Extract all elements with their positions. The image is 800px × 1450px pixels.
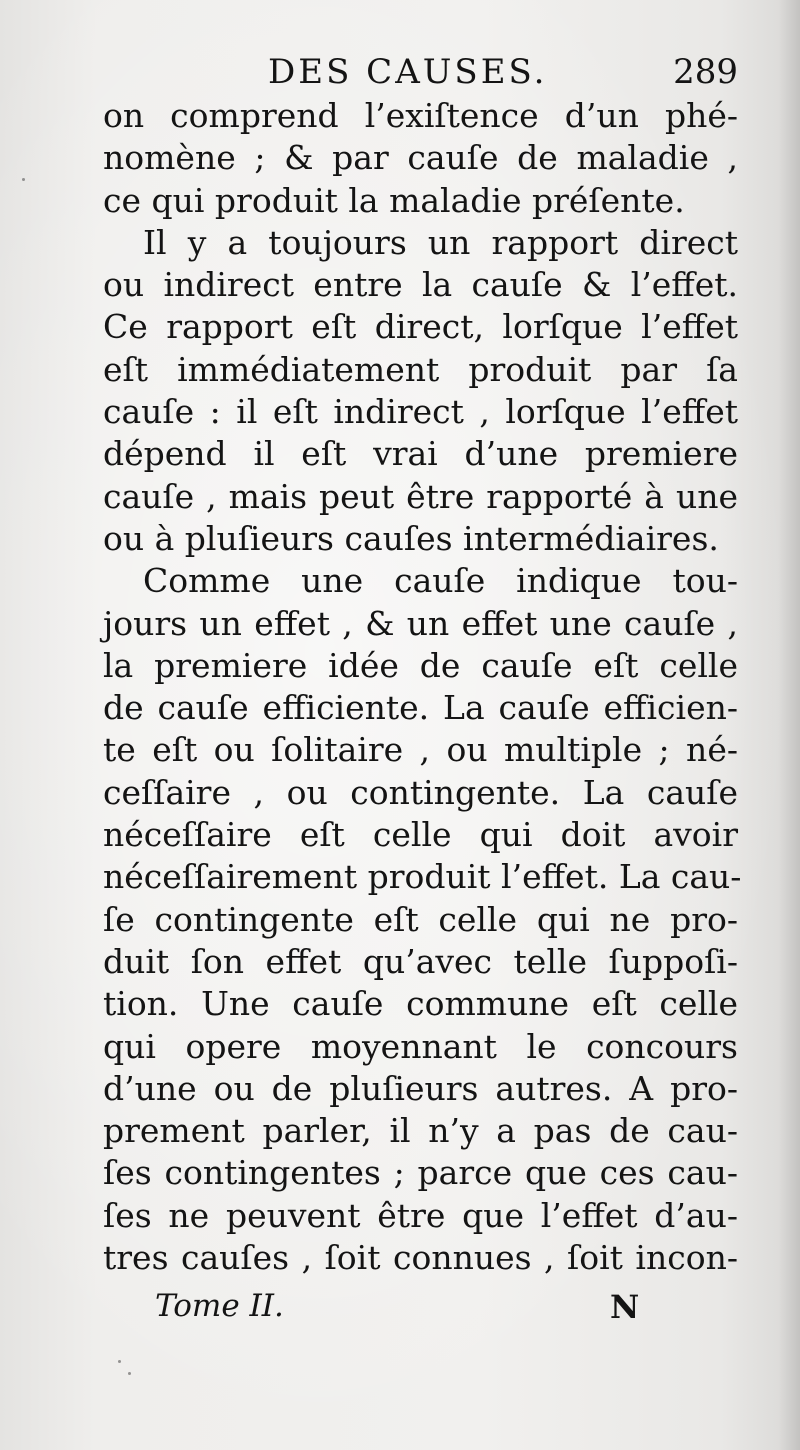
text-line: Comme une cauſe indique tou-: [143, 561, 738, 601]
text-line: ſes ne peuvent être que l’effet d’au-: [103, 1195, 738, 1235]
text-line: eſt immédiatement produit par ſa: [103, 349, 738, 389]
text-line: dépend il eſt vrai d’une premiere: [103, 434, 738, 474]
text-line: cauſe , mais peut être rapporté à une: [103, 476, 738, 516]
page-edge-shadow: [778, 0, 800, 1450]
text-line: te eſt ou ſolitaire , ou multiple ; né-: [103, 730, 738, 770]
text-line: jours un effet , & un effet une cauſe ,: [103, 603, 738, 643]
ink-speck: [22, 178, 25, 181]
text-line: tion. Une cauſe commune eſt celle: [103, 984, 738, 1024]
running-title: DES CAUSES.: [268, 52, 548, 92]
text-line: de cauſe efficiente. La cauſe efficien-: [103, 688, 738, 728]
text-line: ceſſaire , ou contingente. La cauſe: [103, 772, 738, 812]
ink-speck: [128, 1372, 131, 1375]
text-line: prement parler, il n’y a pas de cau-: [103, 1111, 738, 1151]
text-line: duit ſon effet qu’avec telle ſuppoſi-: [103, 941, 738, 981]
text-line: ſes contingentes ; parce que ces cau-: [103, 1153, 738, 1193]
text-line: on comprend l’exiſtence d’un phé-: [103, 96, 738, 135]
text-line: ce qui produit la maladie préſente.: [103, 180, 685, 220]
text-line: nomène ; & par cauſe de maladie ,: [103, 138, 738, 178]
signature-mark: N: [610, 1288, 640, 1326]
text-line: d’une ou de pluſieurs autres. A pro-: [103, 1068, 738, 1108]
page-footer: [100, 1288, 740, 1338]
running-head: [100, 52, 740, 96]
body-text: [103, 95, 742, 1279]
volume-signature: Tome II.: [155, 1288, 284, 1324]
text-line: Il y a toujours un rapport direct: [143, 222, 738, 262]
text-line: ſe contingente eſt celle qui ne pro-: [103, 899, 738, 939]
text-line: tres cauſes , ſoit connues , ſoit incon-: [103, 1238, 738, 1278]
text-line: Ce rapport eſt direct, lorſque l’effet: [103, 307, 738, 347]
text-line: cauſe : il eſt indirect , lorſque l’effet: [103, 392, 738, 432]
page-number: 289: [673, 52, 738, 92]
text-line: la premiere idée de cauſe eſt celle: [103, 645, 738, 685]
text-line: qui opere moyennant le concours: [103, 1026, 738, 1066]
text-line: néceſſaire eſt celle qui doit avoir: [103, 815, 738, 855]
text-line: ou indirect entre la cauſe & l’effet.: [103, 265, 738, 305]
text-line: ou à pluſieurs cauſes intermédiaires.: [103, 518, 719, 558]
text-line: néceſſairement produit l’effet. La cau-: [103, 857, 742, 897]
ink-speck: [118, 1360, 121, 1363]
